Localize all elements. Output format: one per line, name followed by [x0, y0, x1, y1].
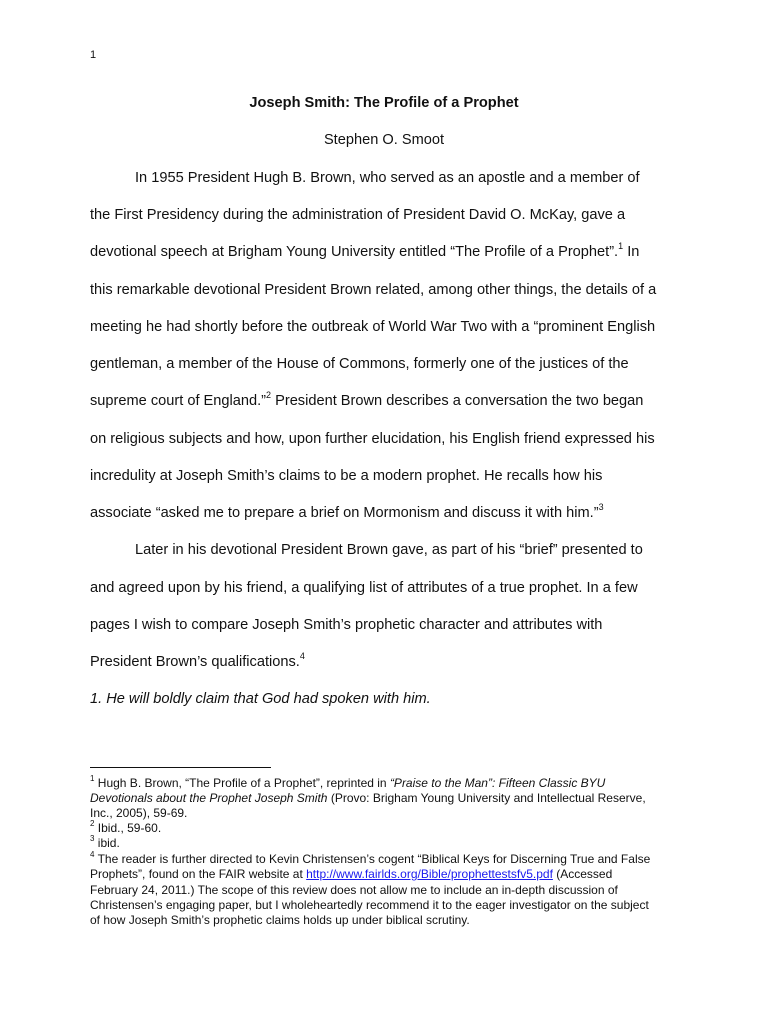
footnote-text: (Provo: Brigham Young University and Intellectual Reserve,: [327, 791, 646, 805]
footnote-1-line: Inc., 2005), 59-69.: [90, 806, 188, 820]
body-line: gentleman, a member of the House of Commons, formerly one of the justices of the: [90, 356, 629, 372]
footnote-4-line: Christensen’s engaging paper, but I wholeheartedly recommend it to the eager investigator on the subject: [90, 898, 649, 912]
footnote-number: 2: [90, 819, 95, 828]
body-text: supreme court of England.”: [90, 393, 267, 409]
footnote-reference[interactable]: 4: [299, 651, 305, 662]
body-line: the First Presidency during the administration of President David O. McKay, gave a: [90, 207, 626, 223]
body-line: pages I wish to compare Joseph Smith’s prophetic character and attributes with: [90, 617, 603, 633]
footnote-separator: [90, 767, 271, 768]
footnote-4-line: [90, 867, 612, 882]
body-line: [90, 243, 639, 261]
footnote-number: 4: [90, 850, 95, 859]
footnote-number: 1: [90, 774, 95, 783]
footnote-text: Ibid., 59-60.: [94, 821, 162, 835]
body-text: In: [623, 244, 640, 260]
footnote-reference[interactable]: 1: [618, 241, 624, 252]
page-number: 1: [90, 49, 97, 61]
footnote-4-line: February 24, 2011.) The scope of this review does not allow me to include an in-depth discussion of: [90, 883, 618, 897]
body-text: devotional speech at Brigham Young University entitled “The Profile of a Prophet”.: [90, 244, 619, 260]
body-line: [90, 392, 643, 410]
body-text: President Brown’s qualifications.: [90, 654, 300, 670]
footnote-text: The reader is further directed to Kevin Christensen’s cogent “Biblical Keys for Discerning True and False: [94, 852, 651, 866]
body-text: associate “asked me to prepare a brief on Mormonism and discuss it with him.”: [90, 505, 599, 521]
body-line: meeting he had shortly before the outbreak of World War Two with a “prominent English: [90, 319, 656, 335]
body-line: Later in his devotional President Brown gave, as part of his “brief” presented to: [135, 542, 643, 558]
body-line: this remarkable devotional President Brown related, among other things, the details of a: [90, 282, 657, 298]
body-line: [90, 653, 305, 671]
footnote-4: [90, 852, 650, 867]
body-text: President Brown describes a conversation the two began: [271, 393, 644, 409]
footnote-1-line: [90, 791, 646, 806]
footnote-text: ibid.: [94, 836, 120, 850]
footnote-text: Hugh B. Brown, “The Profile of a Prophet”, reprinted in: [94, 776, 390, 790]
footnote-4-line: of how Joseph Smith’s prophetic claims holds up under biblical scrutiny.: [90, 913, 470, 927]
body-line: In 1955 President Hugh B. Brown, who served as an apostle and a member of: [135, 170, 640, 186]
footnote-3: [90, 836, 120, 851]
footnote-reference[interactable]: 2: [266, 390, 272, 401]
document-title: Joseph Smith: The Profile of a Prophet: [249, 95, 519, 111]
body-line: [90, 504, 604, 522]
body-line: on religious subjects and how, upon further elucidation, his English friend expressed his: [90, 431, 655, 447]
section-heading: 1. He will boldly claim that God had spoken with him.: [90, 691, 431, 707]
footnote-text: Prophets”, found on the FAIR website at: [90, 867, 307, 881]
footnote-number: 3: [90, 834, 95, 843]
body-line: incredulity at Joseph Smith’s claims to be a modern prophet. He recalls how his: [90, 468, 603, 484]
footnote-italic-text: Devotionals about the Prophet Joseph Smith: [90, 791, 328, 805]
footnote-2: [90, 821, 161, 836]
footnote-text: (Accessed: [552, 867, 613, 881]
fair-website-link[interactable]: http://www.fairlds.org/Bible/prophettestsfv5.pdf: [306, 867, 553, 881]
document-author: Stephen O. Smoot: [323, 132, 445, 148]
footnote-reference[interactable]: 3: [598, 502, 604, 513]
footnote-1: [90, 776, 605, 791]
body-line: and agreed upon by his friend, a qualifying list of attributes of a true prophet. In a few: [90, 580, 638, 596]
footnote-italic-text: “Praise to the Man”: Fifteen Classic BYU: [389, 776, 606, 790]
